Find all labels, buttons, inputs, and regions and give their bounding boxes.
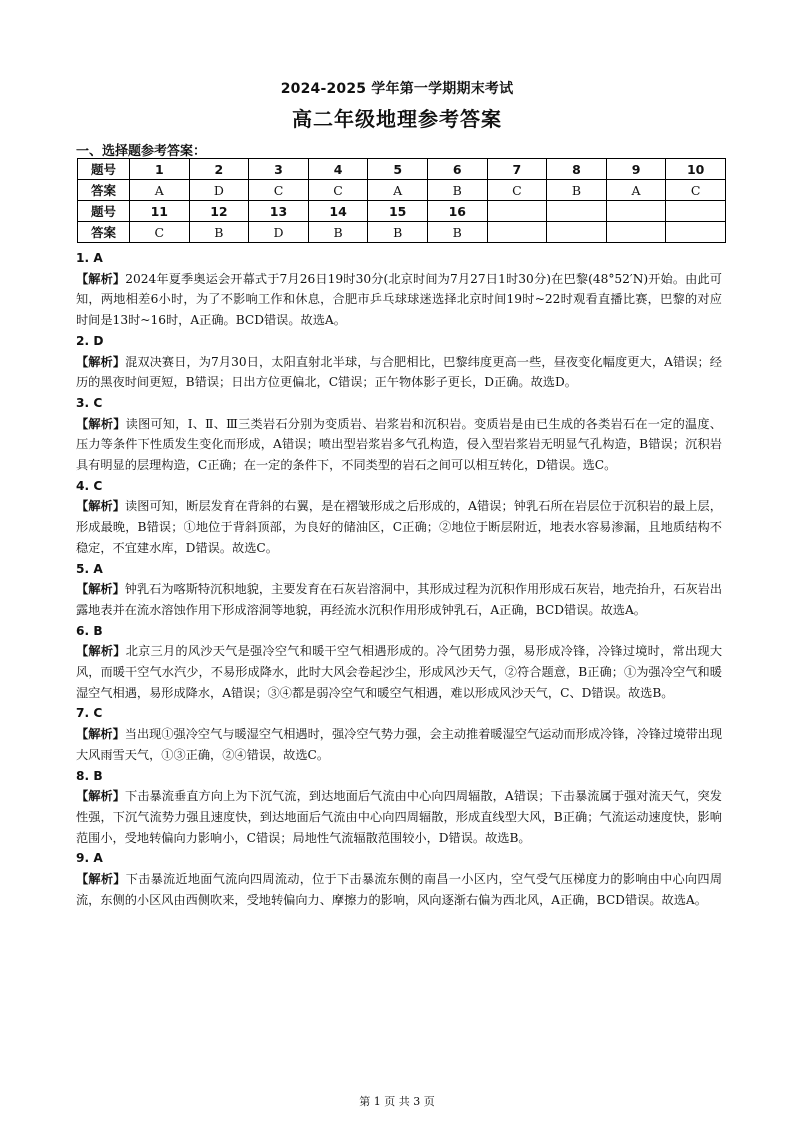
- explanation-text: 混双决赛日，为7月30日，太阳直射北半球，与合肥相比，巴黎纬度更高一些，昼夜变化幅度更大，A错误；经历的黑夜时间更短，B错误；日出方位更偏北，C错误；正午物体影子更长，D正确。故选D。: [76, 354, 722, 390]
- explanation-paragraph: [76, 869, 722, 910]
- question-answer-heading: 6. B: [76, 623, 103, 638]
- answer-cell: B: [427, 180, 487, 201]
- answer-cell: D: [189, 180, 249, 201]
- answer-cell: C: [308, 180, 368, 201]
- answer-cell: [666, 222, 726, 243]
- analysis-tag: 【解析】: [76, 582, 125, 597]
- question-answer-heading: 3. C: [76, 395, 103, 410]
- question-number-cell: 3: [249, 159, 309, 180]
- row-label-answer: 答案: [78, 222, 130, 243]
- explanation-paragraph: [76, 414, 722, 476]
- question-number-cell: 4: [308, 159, 368, 180]
- question-number-cell: 6: [427, 159, 487, 180]
- answer-cell: A: [130, 180, 190, 201]
- question-answer-heading: 8. B: [76, 768, 103, 783]
- answer-cell: C: [487, 180, 547, 201]
- question-answer-heading: 1. A: [76, 251, 103, 265]
- row-label-question: 题号: [78, 201, 130, 222]
- answer-cell: C: [249, 180, 309, 201]
- question-number-cell: [606, 201, 666, 222]
- section-heading: 一、选择题参考答案：: [76, 144, 207, 159]
- answer-cell: B: [308, 222, 368, 243]
- answer-cell: B: [368, 222, 428, 243]
- analysis-tag: 【解析】: [76, 872, 126, 887]
- explanation-paragraph: [76, 786, 722, 848]
- question-number-cell: 9: [606, 159, 666, 180]
- question-number-row: [78, 159, 726, 180]
- explanation-text: 当出现①强冷空气与暖湿空气相遇时，强冷空气势力强，会主动推着暖湿空气运动而形成冷锋，冷锋过境带出现大风雨雪天气，①③正确，②④错误，故选C。: [76, 727, 723, 762]
- question-answer-heading: 4. C: [76, 478, 103, 493]
- row-label-answer: 答案: [78, 180, 130, 201]
- answer-cell: C: [666, 180, 726, 201]
- explanation-paragraph: [76, 724, 722, 765]
- question-number-cell: [666, 201, 726, 222]
- answer-cell: A: [368, 180, 428, 201]
- explanation-text: 读图可知，断层发育在背斜的右翼，是在褶皱形成之后形成的，A错误；钟乳石所在岩层位于沉积岩的最上层，形成最晚，B错误；①地位于背斜顶部，为良好的储油区，C正确；②地位于断层附近，地表水容易渗漏，且地质结构不稳定，不宜建水库，D错误。故选C。: [76, 499, 722, 555]
- question-number-cell: 15: [368, 201, 428, 222]
- analysis-tag: 【解析】: [76, 271, 126, 286]
- explanation-paragraph: [76, 269, 722, 331]
- question-number-cell: [487, 201, 547, 222]
- answer-cell: D: [249, 222, 309, 243]
- question-number-cell: 10: [666, 159, 726, 180]
- answer-cell: A: [606, 180, 666, 201]
- answer-cell: C: [130, 222, 190, 243]
- page-footer: 第 1 页 共 3 页: [359, 1095, 435, 1108]
- explanation-text: 钟乳石为喀斯特沉积地貌，主要发育在石灰岩溶洞中，其形成过程为沉积作用形成石灰岩，地壳抬升，石灰岩出露地表并在流水溶蚀作用下形成溶洞等地貌，再经流水沉积作用形成钟乳石，A正确，BCD错误。故选A。: [76, 582, 723, 617]
- exam-title: 2024-2025 学年第一学期期末考试: [280, 81, 514, 97]
- answer-cell: B: [547, 180, 607, 201]
- question-answer-heading: 5. A: [76, 561, 103, 576]
- explanation-paragraph: [76, 579, 722, 620]
- question-number-cell: [547, 201, 607, 222]
- row-label-question: 题号: [78, 159, 130, 180]
- question-number-cell: 7: [487, 159, 547, 180]
- explanation-text: 下击暴流垂直方向上为下沉气流，到达地面后气流由中心向四周辐散，A错误；下击暴流属于强对流天气，突发性强，下沉气流势力强且速度快，到达地面后气流由中心向四周辐散，形成直线型大风，B正确；气流运动速度快，影响范围小，受地转偏向力影响小，C错误；局地性气流辐散范围较小，D错误。故选B。: [76, 789, 722, 845]
- analysis-tag: 【解析】: [76, 354, 126, 369]
- analysis-tag: 【解析】: [76, 789, 126, 804]
- answer-row: [78, 180, 726, 201]
- question-number-cell: 1: [130, 159, 190, 180]
- explanation-paragraph: [76, 496, 722, 558]
- explanation-paragraph: [76, 641, 722, 703]
- document-title: 高二年级地理参考答案: [292, 107, 502, 131]
- answer-cell: B: [189, 222, 249, 243]
- analysis-tag: 【解析】: [76, 644, 126, 659]
- explanations: [76, 248, 722, 911]
- answer-table: [77, 158, 726, 243]
- question-number-cell: 8: [547, 159, 607, 180]
- analysis-tag: 【解析】: [76, 727, 125, 742]
- question-number-cell: 2: [189, 159, 249, 180]
- question-answer-heading: 9. A: [76, 851, 103, 866]
- explanation-paragraph: [76, 352, 722, 393]
- question-number-cell: 13: [249, 201, 309, 222]
- question-number-cell: 12: [189, 201, 249, 222]
- question-number-cell: 14: [308, 201, 368, 222]
- question-number-cell: 16: [427, 201, 487, 222]
- question-number-cell: 5: [368, 159, 428, 180]
- analysis-tag: 【解析】: [76, 416, 126, 431]
- question-answer-heading: 7. C: [76, 706, 103, 721]
- explanation-text: 北京三月的风沙天气是强冷空气和暖干空气相遇形成的。冷气团势力强，易形成冷锋，冷锋过境时，常出现大风，而暖干空气水汽少，不易形成降水，此时大风会卷起沙尘，形成风沙天气，②符合题意，B正确；①为强冷空气和暖湿空气相遇，易形成降水，A错误；③④都是弱冷空气和暖空气相遇，难以形成风沙天气，C、D错误。故选B。: [76, 644, 723, 700]
- analysis-tag: 【解析】: [76, 499, 126, 514]
- explanation-text: 读图可知，Ⅰ、Ⅱ、Ⅲ三类岩石分别为变质岩、岩浆岩和沉积岩。变质岩是由已生成的各类岩石在一定的温度、压力等条件下性质发生变化而形成，A错误；喷出型岩浆岩多气孔构造，侵入型岩浆岩无明显气孔构造，B错误；沉积岩具有明显的层理构造，C正确；在一定的条件下，不同类型的岩石之间可以相互转化，D错误。选C。: [76, 416, 722, 473]
- explanation-text: 2024年夏季奥运会开幕式于7月26日19时30分(北京时间为7月27日1时30分)在巴黎(48°52′N)开始。由此可知，两地相差6小时，为了不影响工作和休息，合肥市乒乓球球迷选择北京时间19时~22时观看直播比赛，巴黎的对应时间是13时~16时，A正确。BCD错误。故选A。: [76, 271, 722, 328]
- answer-cell: B: [427, 222, 487, 243]
- question-answer-heading: 2. D: [76, 333, 104, 348]
- explanation-text: 下击暴流近地面气流向四周流动，位于下击暴流东侧的南昌一小区内，空气受气压梯度力的影响由中心向四周流，东侧的小区风由西侧吹来，受地转偏向力、摩擦力的影响，风向逐渐右偏为西北风，A正确，BCD错误。故选A。: [76, 872, 723, 907]
- answer-cell: [547, 222, 607, 243]
- answer-cell: [606, 222, 666, 243]
- answer-cell: [487, 222, 547, 243]
- question-number-row: [78, 201, 726, 222]
- answer-row: [78, 222, 726, 243]
- question-number-cell: 11: [130, 201, 190, 222]
